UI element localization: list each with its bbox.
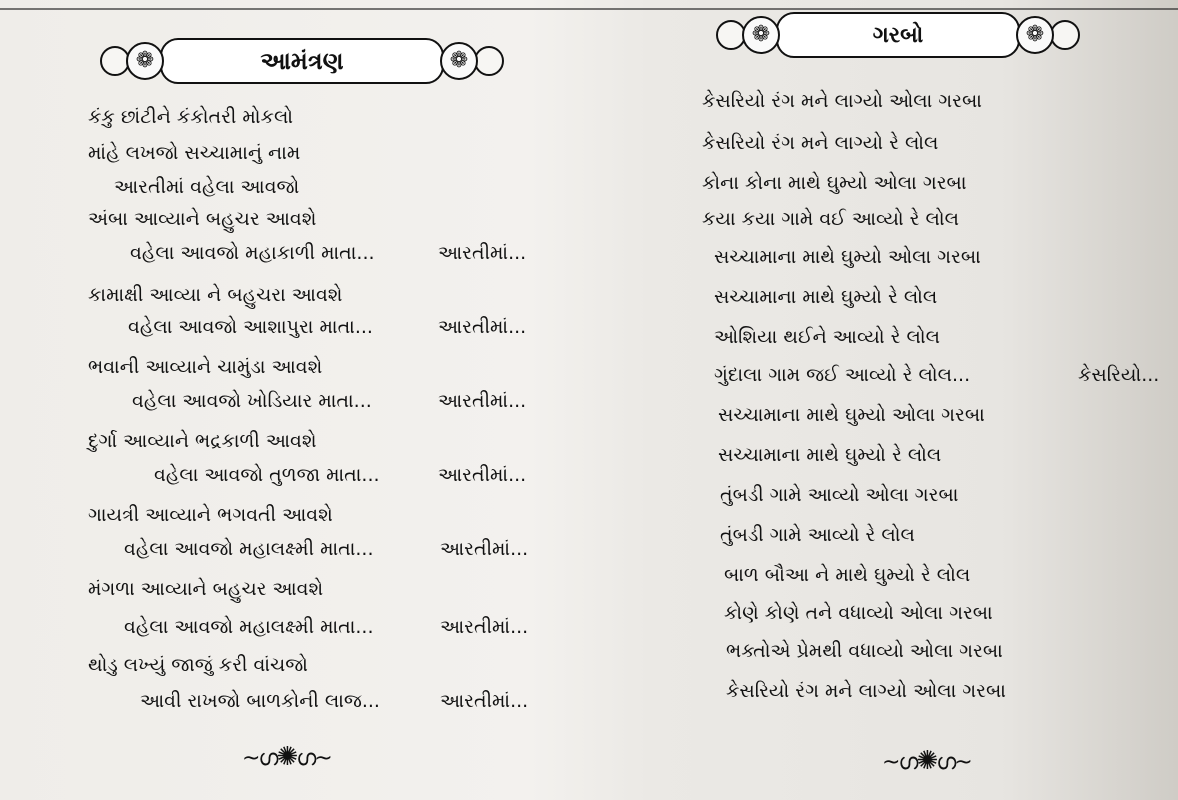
verse-line: સચ્ચામાના માથે ઘુમ્યો રે લોલ: [718, 444, 942, 466]
verse-line: દુર્ગા આવ્યાને ભદ્રકાળી આવશે: [88, 430, 317, 452]
verse-line: તુંબડી ગામે આવ્યો રે લોલ: [720, 524, 915, 546]
verse-line: વહેલા આવજો ખોડિયાર માતા...: [132, 390, 372, 412]
verse-line: થોડુ લખ્યું જાજું કરી વાંચજો: [88, 654, 308, 676]
ring-ornament-icon: [474, 46, 504, 76]
verse-line: આવી રાખજો બાળકોની લાજ...: [140, 690, 380, 712]
page-title: ગરબો: [776, 12, 1020, 58]
verse-line: કેસરિયો રંગ મને લાગ્યો ઓલા ગરબા: [726, 680, 1006, 702]
refrain-label: આરતીમાં...: [440, 616, 529, 638]
rose-icon: ❁: [126, 42, 164, 80]
verse-line: ભક્તોએ પ્રેમથી વધાવ્યો ઓલા ગરબા: [726, 640, 1003, 662]
verse-line: કેસરિયો રંગ મને લાગ્યો રે લોલ: [702, 132, 939, 154]
verse-line: ઓશિયા થઈને આવ્યો રે લોલ: [714, 326, 940, 348]
title-banner-left: [100, 38, 504, 84]
verse-line: કામાક્ષી આવ્યા ને બહુચરા આવશે: [88, 284, 343, 306]
verse-line: વહેલા આવજો મહાલક્ષ્મી માતા...: [124, 538, 374, 560]
verse-line: તુંબડી ગામે આવ્યો ઓલા ગરબા: [720, 484, 959, 506]
verse-line: આરતીમાં વહેલા આવજો: [114, 176, 300, 198]
refrain-label: કેસરિયો...: [1078, 364, 1160, 386]
verse-line: માંહે લખજો સચ્ચામાનું નામ: [88, 142, 301, 164]
verse-line: ગુંદાલા ગામ જઈ આવ્યો રે લોલ...: [714, 364, 971, 386]
flourish-ornament-icon: ~ഗ✺ഗ~: [882, 746, 971, 776]
verse-line: કંકુ છાંટીને કંકોતરી મોકલો: [88, 106, 294, 128]
verse-line: વહેલા આવજો આશાપુરા માતા...: [128, 316, 373, 338]
right-page: [590, 0, 1178, 800]
refrain-label: આરતીમાં...: [438, 242, 527, 264]
refrain-label: આરતીમાં...: [438, 464, 527, 486]
rose-icon: ❁: [742, 16, 780, 54]
verse-line: કોના કોના માથે ઘુમ્યો ઓલા ગરબા: [702, 172, 967, 194]
verse-line: ગાયત્રી આવ્યાને ભગવતી આવશે: [88, 504, 333, 526]
verse-line: સચ્ચામાના માથે ઘુમ્યો ઓલા ગરબા: [718, 404, 985, 426]
title-banner-right: [716, 12, 1080, 58]
verse-line: કેસરિયો રંગ મને લાગ્યો ઓલા ગરબા: [702, 90, 982, 112]
verse-line: અંબા આવ્યાને બહુચર આવશે: [88, 208, 317, 230]
refrain-label: આરતીમાં...: [438, 390, 527, 412]
verse-line: વહેલા આવજો તુળજા માતા...: [154, 464, 380, 486]
refrain-label: આરતીમાં...: [438, 316, 527, 338]
verse-line: વહેલા આવજો મહાલક્ષ્મી માતા...: [124, 616, 374, 638]
verse-line: સચ્ચામાના માથે ઘુમ્યો ઓલા ગરબા: [714, 246, 981, 268]
verse-line: બાળ બૌઆ ને માથે ઘુમ્યો રે લોલ: [724, 564, 971, 586]
verse-line: કોણે કોણે તને વધાવ્યો ઓલા ગરબા: [724, 602, 993, 624]
rose-icon: ❁: [1016, 16, 1054, 54]
refrain-label: આરતીમાં...: [440, 538, 529, 560]
verse-line: વહેલા આવજો મહાકાળી માતા...: [130, 242, 375, 264]
flourish-ornament-icon: ~ഗ✺ഗ~: [242, 742, 331, 772]
page-title: આમંત્રણ: [160, 38, 444, 84]
rose-icon: ❁: [440, 42, 478, 80]
verse-line: કયા કયા ગામે વઈ આવ્યો રે લોલ: [702, 208, 960, 230]
verse-line: સચ્ચામાના માથે ઘુમ્યો રે લોલ: [714, 286, 938, 308]
verse-line: ભવાની આવ્યાને ચામુંડા આવશે: [88, 356, 323, 378]
ring-ornament-icon: [1050, 20, 1080, 50]
verse-line: મંગળા આવ્યાને બહુચર આવશે: [88, 578, 324, 600]
refrain-label: આરતીમાં...: [440, 690, 529, 712]
